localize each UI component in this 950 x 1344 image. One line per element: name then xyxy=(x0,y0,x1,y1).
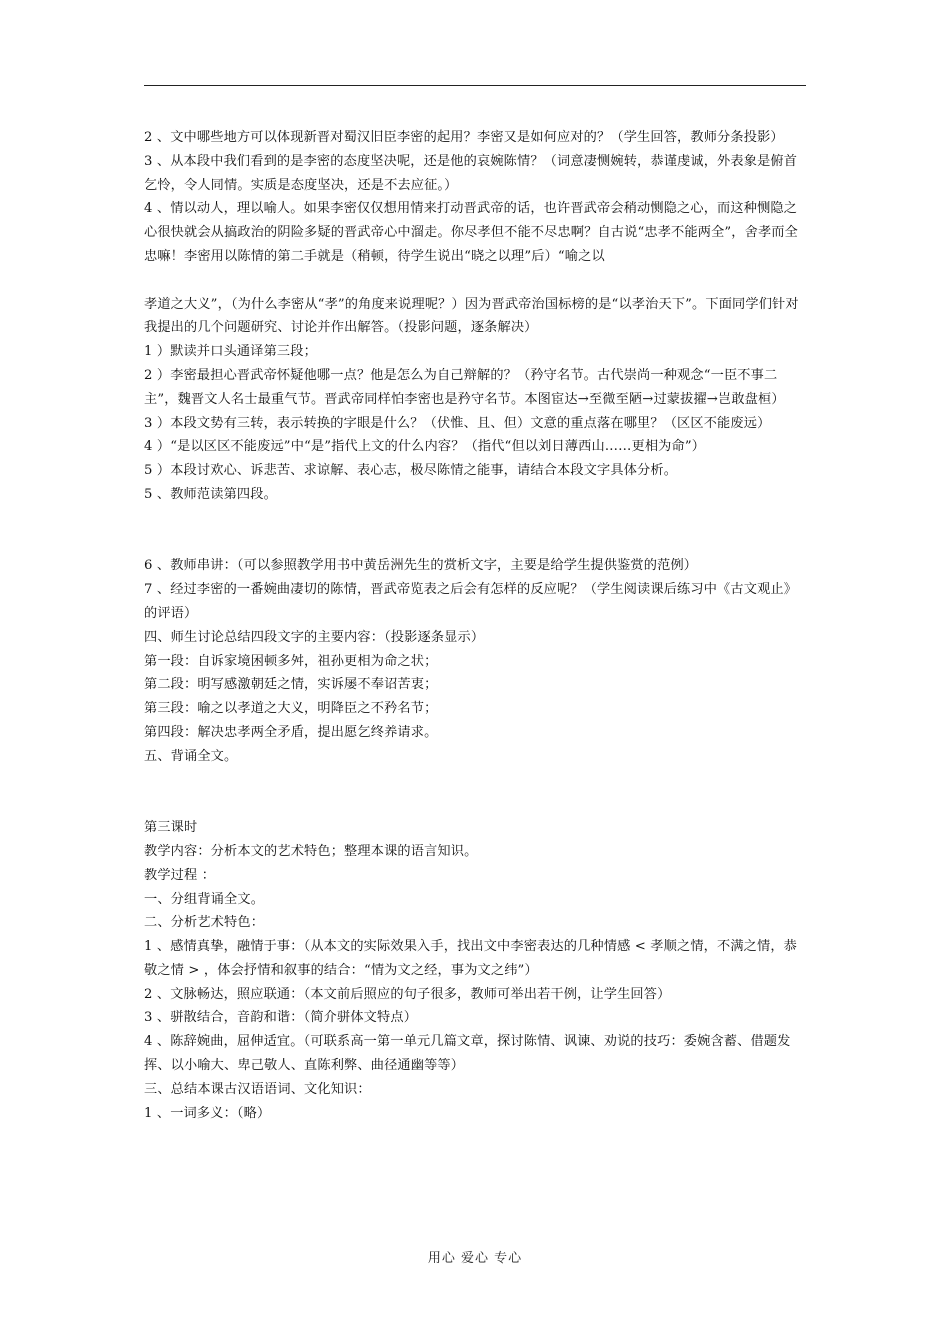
paragraph: 1 ）默读并口头通译第三段； xyxy=(144,344,317,360)
paragraph: 三、总结本课古汉语语词、文化知识： xyxy=(144,1081,371,1097)
paragraph: 第三段：喻之以孝道之大义，明降臣之不矜名节； xyxy=(144,701,438,717)
paragraph: 4 ）“是以区区不能废远”中“是”指代上文的什么内容？（指代“但以刘日薄西山……更相为命”） xyxy=(144,439,706,455)
paragraph: 2 、文中哪些地方可以体现新晋对蜀汉旧臣李密的起用？李密又是如何应对的？（学生回答，教师分条投影） xyxy=(144,130,784,145)
section-heading: 第三课时 xyxy=(144,820,198,836)
paragraph: 教学内容：分析本文的艺术特色；整理本课的语言知识。 xyxy=(144,843,478,859)
paragraph: 1 、感情真挚，融情于事：（从本文的实际效果入手，找出文中李密表达的几种情感 < 孝顺之情，不满之情，恭敬之情 > ，体会抒情和叙事的结合：“情为文之经，事为文之纬”） xyxy=(144,939,798,978)
paragraph: 3 、骈散结合，音韵和谐：（简介骈体文特点） xyxy=(144,1010,418,1026)
paragraph: 四、师生讨论总结四段文字的主要内容：（投影逐条显示） xyxy=(144,629,485,645)
page-footer: 用心 爱心 专心 xyxy=(427,1251,523,1266)
spacer xyxy=(144,769,808,817)
paragraph: 7 、经过李密的一番婉曲凄切的陈情，晋武帝览表之后会有怎样的反应呢？（学生阅读课后练习中《古文观止》的评语） xyxy=(144,582,798,621)
paragraph: 2 ）李密最担心晋武帝怀疑他哪一点？他是怎么为自己辩解的？（矜守名节。古代崇尚一种观念“一臣不事二主”，魏晋文人名士最重气节。晋武帝同样怕李密也是矜守名节。本图宦达→至微至陋→过蒙拔擢→岂敢盘桓） xyxy=(144,367,785,407)
paragraph: 3 ）本段文势有三转，表示转换的字眼是什么？（伏惟、且、但）文意的重点落在哪里？（区区不能废远） xyxy=(144,415,771,431)
paragraph: 4 、陈辞婉曲，屈伸适宜。（可联系高一第一单元几篇文章，探讨陈情、讽谏、劝说的技巧：委婉含蓄、借题发挥、以小喻大、卑己敬人、直陈利弊、曲径通幽等等） xyxy=(144,1034,791,1074)
paragraph: 5 、教师范读第四段。 xyxy=(144,486,277,502)
paragraph: 第四段：解决忠孝两全矛盾，提出愿乞终养请求。 xyxy=(144,724,438,740)
paragraph: 2 、文脉畅达，照应联通：（本文前后照应的句子很多，教师可举出若干例，让学生回答） xyxy=(144,986,671,1002)
section-a xyxy=(144,126,808,269)
paragraph: 6 、教师串讲：（可以参照教学用书中黄岳洲先生的赏析文字，主要是给学生提供鉴赏的范例） xyxy=(144,558,698,574)
section-c xyxy=(144,554,808,768)
paragraph: 5 ）本段讨欢心、诉悲苦、求谅解、表心志，极尽陈情之能事，请结合本段文字具体分析。 xyxy=(144,463,678,479)
paragraph: 1 、一词多义：（略） xyxy=(144,1105,271,1121)
header-rule xyxy=(144,85,806,86)
paragraph: 第二段：明写感激朝廷之情，实诉屡不奉诏苦衷； xyxy=(144,677,438,693)
spacer xyxy=(144,507,808,555)
paragraph: 3 、从本段中我们看到的是李密的态度坚决呢，还是他的哀婉陈情？（词意凄恻婉转，恭谨虔诚，外表象是俯首乞怜，令人同情。实质是态度坚决，还是不去应征。） xyxy=(144,153,798,193)
paragraph: 二、分析艺术特色： xyxy=(144,915,265,931)
spacer xyxy=(144,269,808,293)
paragraph: 第一段：自诉家境困顿多舛，祖孙更相为命之状； xyxy=(144,653,438,669)
document-body xyxy=(144,126,808,1125)
paragraph: 五、背诵全文。 xyxy=(144,748,238,764)
paragraph: 一、分组背诵全文。 xyxy=(144,891,265,907)
section-d xyxy=(144,816,808,1125)
paragraph: 孝道之大义”，（为什么李密从“孝”的角度来说理呢？）因为晋武帝治国标榜的是“以孝治天下”。下面同学们针对我提出的几个问题研究、讨论并作出解答。（投影问题，逐条解决） xyxy=(144,296,799,336)
paragraph: 4 、情以动人，理以喻人。如果李密仅仅想用情来打动晋武帝的话，也许晋武帝会稍动恻隐之心，而这种恻隐之心很快就会从搞政治的阴险多疑的晋武帝心中溜走。你尽孝但不能不尽忠啊？自古说“忠孝不能两全”，舍孝而全忠嘛！李密用以陈情的第二手就是（稍顿，待学生说出“晓之以理”后）“喻之以 xyxy=(144,201,798,264)
section-b xyxy=(144,293,808,507)
paragraph: 教学过程 ： xyxy=(144,867,216,883)
